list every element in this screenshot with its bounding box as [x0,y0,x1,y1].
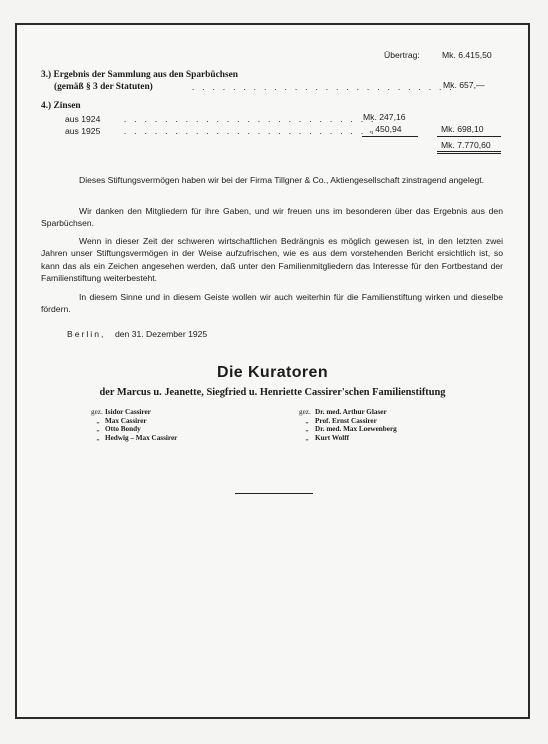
interest-row-1-label: aus 1924 [65,114,101,124]
total-rule-1 [437,151,501,152]
paragraph-thanks: Wir danken den Mitgliedern für ihre Gaben, und wir freuen uns im besonderen über das Ergebnis aus den Sparbüchsen. [41,206,503,229]
signature-row [299,408,397,417]
interest-row-2-label: aus 1925 [65,126,101,136]
signature-row [91,417,177,426]
heading: Die Kuratoren [217,364,328,381]
item4-title: 4.) Zinsen [41,101,81,111]
signature-row [91,434,177,443]
paragraph-investment: Dieses Stiftungsvermögen haben wir bei der Firma Tillgner & Co., Aktiengesellschaft zinstragend angelegt. [79,175,485,185]
signature-row [91,425,177,434]
signatures-left [91,408,177,442]
signature-prefix: „ [305,416,309,425]
item3-amount: Mk. 657,— [443,80,485,90]
paragraph-spirit: In diesem Sinne und in diesem Geiste wollen wir auch weiterhin für die Familienstiftung wirken und dieselbe fördern. [41,292,503,315]
signature-name: Isidor Cassirer [105,408,151,416]
item3-subtitle: (gemäß § 3 der Statuten) [54,82,153,92]
signature-prefix: „ [305,425,309,434]
place: Berlin, [67,329,106,339]
signature-name: Max Cassirer [105,416,147,425]
interest-row-1-amount: Mk. 247,16 [363,112,406,122]
signature-name: Otto Bondy [105,425,141,434]
subheading: der Marcus u. Jeanette, Siegfried u. Henriette Cassirer'schen Familienstiftung [99,387,446,398]
grand-total: Mk. 7.770,60 [441,140,491,150]
signature-prefix: gez. [91,408,103,416]
closing-rule [235,493,313,494]
document-page [15,23,530,719]
total-rule-2 [437,153,501,154]
interest-sum-rule [362,136,418,137]
item3-leader: . . . . . . . . . . . . . . . . . . . . . . . . . . [192,82,455,92]
signature-prefix: „ [96,416,100,425]
signature-prefix: „ [305,433,309,442]
carryover-label: Übertrag: [384,50,420,60]
interest-row-2-amount: „ 450,94 [370,124,402,134]
interest-row-1-leader: . . . . . . . . . . . . . . . . . . . . . . . . . [124,114,377,124]
interest-row-2-leader: . . . . . . . . . . . . . . . . . . . . . . . . . [124,126,377,136]
interest-subtotal: Mk. 698,10 [441,124,484,134]
signature-row [91,408,177,417]
signature-prefix: gez. [299,408,311,416]
signature-prefix: „ [96,425,100,434]
signatures-right [299,408,397,442]
signature-row [299,417,397,426]
carryover-amount: Mk. 6.415,50 [442,50,492,60]
signature-name: Hedwig – Max Cassirer [105,433,178,442]
paragraph-economic: Wenn in dieser Zeit der schweren wirtschaftlichen Bedrängnis es möglich gewesen ist, in den letzten zwei Jahren unser Stiftungsvermögen in der Weise aufzufrischen, wie es aus dem vorstehenden Bericht ersichtlich ist, so kann das als ein Zeichen angesehen werden, daß unter den Familienmitgliedern das Interesse für den Fortbestand der Familienstiftung weiterbesteht. [41,236,503,284]
signature-prefix: „ [96,433,100,442]
signature-name: Dr. med. Max Loewenberg [315,425,397,434]
item3-title: 3.) Ergebnis der Sammlung aus den Sparbüchsen [41,70,239,80]
subtotal-rule [437,136,501,137]
signature-row [299,434,397,443]
date: den 31. Dezember 1925 [115,329,208,339]
signature-row [299,425,397,434]
signature-name: Prof. Ernst Cassirer [315,416,377,425]
signature-name: Kurt Wolff [315,433,350,442]
signature-name: Dr. med. Arthur Glaser [315,408,387,416]
